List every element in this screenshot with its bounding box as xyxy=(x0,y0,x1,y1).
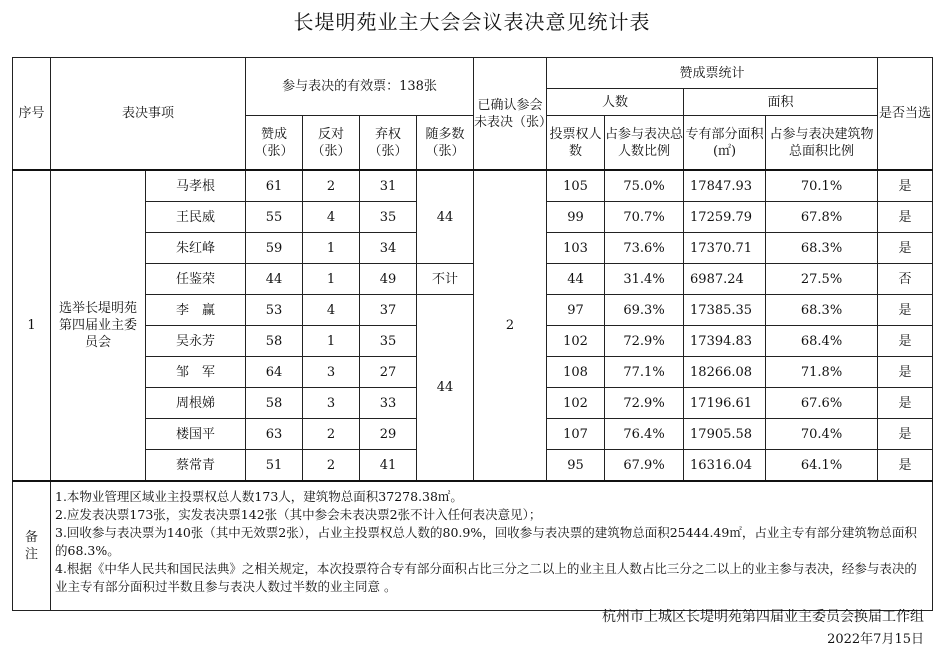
cell-voters: 102 xyxy=(547,388,605,419)
header-abstain: 弃权（张） xyxy=(360,116,417,171)
table-row xyxy=(13,264,933,295)
header-area-ratio: 占参与表决建筑物总面积比例 xyxy=(766,116,878,171)
cell-people-ratio: 76.4% xyxy=(605,419,684,450)
cell-voters: 95 xyxy=(547,450,605,482)
cell-elected: 是 xyxy=(878,326,933,357)
candidate-name: 蔡常青 xyxy=(146,450,246,482)
cell-area: 17394.83 xyxy=(684,326,766,357)
cell-area: 18266.08 xyxy=(684,357,766,388)
cell-elected: 是 xyxy=(878,388,933,419)
cell-people-ratio: 77.1% xyxy=(605,357,684,388)
header-people: 人数 xyxy=(547,89,684,116)
cell-voters: 99 xyxy=(547,202,605,233)
cell-against: 2 xyxy=(303,419,360,450)
cell-area: 6987.24 xyxy=(684,264,766,295)
cell-abstain: 27 xyxy=(360,357,417,388)
candidate-name: 楼国平 xyxy=(146,419,246,450)
vote-statistics-table xyxy=(12,57,933,611)
cell-area: 17905.58 xyxy=(684,419,766,450)
cell-against: 3 xyxy=(303,388,360,419)
cell-voters: 105 xyxy=(547,170,605,202)
table-row xyxy=(13,295,933,326)
cell-people-ratio: 72.9% xyxy=(605,326,684,357)
cell-for: 58 xyxy=(246,388,303,419)
header-voter-count: 投票权人数 xyxy=(547,116,605,171)
header-valid-votes: 参与表决的有效票：138张 xyxy=(246,58,474,116)
cell-elected: 是 xyxy=(878,170,933,202)
cell-against: 4 xyxy=(303,202,360,233)
cell-area-ratio: 68.4% xyxy=(766,326,878,357)
cell-elected: 是 xyxy=(878,295,933,326)
cell-area-ratio: 70.1% xyxy=(766,170,878,202)
cell-area: 17847.93 xyxy=(684,170,766,202)
candidate-name: 王民威 xyxy=(146,202,246,233)
header-against: 反对（张） xyxy=(303,116,360,171)
header-elected: 是否当选 xyxy=(878,58,933,171)
cell-for: 55 xyxy=(246,202,303,233)
cell-area: 17385.35 xyxy=(684,295,766,326)
cell-voters: 108 xyxy=(547,357,605,388)
cell-against: 4 xyxy=(303,295,360,326)
cell-people-ratio: 31.4% xyxy=(605,264,684,295)
cell-for: 63 xyxy=(246,419,303,450)
note-line: 4.根据《中华人民共和国民法典》之相关规定，本次投票符合专有部分面积占比三分之二以上的业主且人数占比三分之二以上的业主参与表决，经参与表决的业主专有部分面积过半数且参与表决人数过半数的业主同意 。 xyxy=(55,561,917,594)
cell-area-ratio: 67.8% xyxy=(766,202,878,233)
cell-voters: 97 xyxy=(547,295,605,326)
cell-follow-majority: 44 xyxy=(417,170,474,264)
header-confirmed-absent: 已确认参会未表决（张） xyxy=(474,58,547,171)
cell-against: 3 xyxy=(303,357,360,388)
cell-against: 2 xyxy=(303,450,360,482)
cell-voters: 44 xyxy=(547,264,605,295)
cell-for: 61 xyxy=(246,170,303,202)
header-matter: 表决事项 xyxy=(51,58,246,171)
cell-people-ratio: 73.6% xyxy=(605,233,684,264)
footer-organization: 杭州市上城区长堤明苑第四届业主委员会换届工作组 xyxy=(602,609,924,625)
note-line: 3.回收参与表决票为140张（其中无效票2张），占业主投票权总人数的80.9%，回收参与表决票的建筑物总面积25444.49㎡，占业主专有部分建筑物总面积的68.3%。 xyxy=(55,525,917,558)
cell-for: 64 xyxy=(246,357,303,388)
cell-follow-majority: 不计 xyxy=(417,264,474,295)
cell-for: 53 xyxy=(246,295,303,326)
cell-against: 2 xyxy=(303,170,360,202)
header-area: 面积 xyxy=(684,89,878,116)
cell-abstain: 37 xyxy=(360,295,417,326)
cell-abstain: 29 xyxy=(360,419,417,450)
header-for: 赞成（张） xyxy=(246,116,303,171)
cell-follow-majority: 44 xyxy=(417,295,474,482)
cell-for: 44 xyxy=(246,264,303,295)
candidate-name: 吴永芳 xyxy=(146,326,246,357)
cell-abstain: 35 xyxy=(360,202,417,233)
header-approve-stats: 赞成票统计 xyxy=(547,58,878,89)
cell-people-ratio: 69.3% xyxy=(605,295,684,326)
cell-abstain: 41 xyxy=(360,450,417,482)
cell-abstain: 31 xyxy=(360,170,417,202)
notes-row xyxy=(13,481,933,611)
cell-area-ratio: 27.5% xyxy=(766,264,878,295)
cell-area: 17259.79 xyxy=(684,202,766,233)
candidate-name: 邹 军 xyxy=(146,357,246,388)
cell-people-ratio: 70.7% xyxy=(605,202,684,233)
cell-area-ratio: 71.8% xyxy=(766,357,878,388)
cell-against: 1 xyxy=(303,326,360,357)
cell-area: 16316.04 xyxy=(684,450,766,482)
candidate-name: 周根娣 xyxy=(146,388,246,419)
cell-elected: 是 xyxy=(878,202,933,233)
cell-area: 17196.61 xyxy=(684,388,766,419)
header-own-area: 专有部分面积(㎡) xyxy=(684,116,766,171)
note-line: 2.应发表决票173张，实发表决票142张（其中参会未表决票2张不计入任何表决意见）； xyxy=(55,507,542,522)
cell-elected: 是 xyxy=(878,419,933,450)
cell-against: 1 xyxy=(303,233,360,264)
cell-area-ratio: 70.4% xyxy=(766,419,878,450)
cell-area-ratio: 68.3% xyxy=(766,233,878,264)
cell-for: 59 xyxy=(246,233,303,264)
cell-abstain: 49 xyxy=(360,264,417,295)
candidate-name: 马孝根 xyxy=(146,170,246,202)
cell-people-ratio: 75.0% xyxy=(605,170,684,202)
cell-people-ratio: 67.9% xyxy=(605,450,684,482)
cell-area-ratio: 64.1% xyxy=(766,450,878,482)
cell-voters: 107 xyxy=(547,419,605,450)
cell-area: 17370.71 xyxy=(684,233,766,264)
cell-for: 58 xyxy=(246,326,303,357)
header-follow-majority: 随多数（张） xyxy=(417,116,474,171)
footer-date: 2022年7月15日 xyxy=(827,632,924,647)
header-people-ratio: 占参与表决总人数比例 xyxy=(605,116,684,171)
candidate-name: 朱红峰 xyxy=(146,233,246,264)
cell-people-ratio: 72.9% xyxy=(605,388,684,419)
cell-voters: 102 xyxy=(547,326,605,357)
cell-abstain: 34 xyxy=(360,233,417,264)
candidate-name: 任鉴荣 xyxy=(146,264,246,295)
cell-elected: 是 xyxy=(878,357,933,388)
page-title: 长堤明苑业主大会会议表决意见统计表 xyxy=(293,10,651,34)
cell-voters: 103 xyxy=(547,233,605,264)
cell-elected: 否 xyxy=(878,264,933,295)
cell-area-ratio: 67.6% xyxy=(766,388,878,419)
cell-confirmed-absent: 2 xyxy=(474,170,547,481)
cell-abstain: 33 xyxy=(360,388,417,419)
cell-area-ratio: 68.3% xyxy=(766,295,878,326)
candidate-name: 李 赢 xyxy=(146,295,246,326)
notes-label: 备注 xyxy=(13,481,51,611)
notes-content xyxy=(51,481,933,611)
item-matter: 选举长堤明苑第四届业主委员会 xyxy=(51,170,146,481)
table-row xyxy=(13,170,933,202)
cell-abstain: 35 xyxy=(360,326,417,357)
cell-elected: 是 xyxy=(878,233,933,264)
note-line: 1.本物业管理区域业主投票权总人数173人，建筑物总面积37278.38㎡。 xyxy=(55,489,463,504)
cell-elected: 是 xyxy=(878,450,933,482)
item-seq: 1 xyxy=(13,170,51,481)
header-seq: 序号 xyxy=(13,58,51,171)
cell-against: 1 xyxy=(303,264,360,295)
cell-for: 51 xyxy=(246,450,303,482)
